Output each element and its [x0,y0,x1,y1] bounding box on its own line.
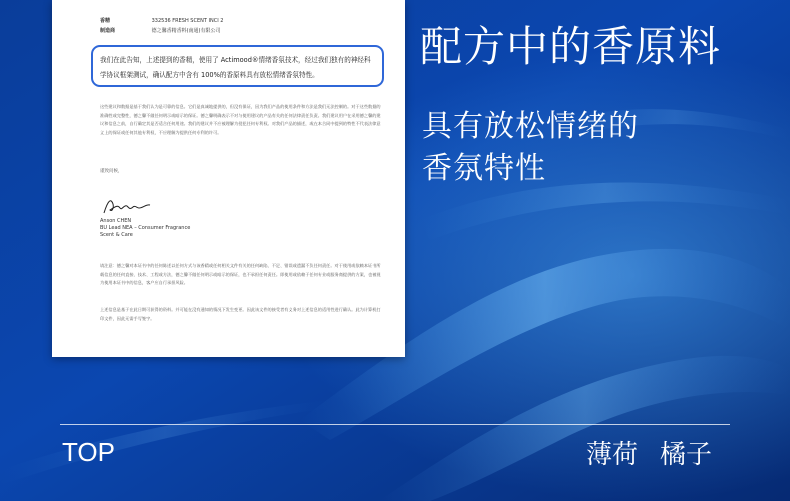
signer-block [100,218,190,239]
meta-label: 制造商 [100,28,116,34]
note-tier-label: TOP [62,437,115,467]
meta-value: 德之馨香精香料(南通)有限公司 [151,28,221,34]
meta-value: 332536 FRESH SCENT INCI 2 [151,18,224,24]
divider-line [60,424,730,425]
certificate-document [52,0,405,357]
top-notes [586,434,712,471]
info-paragraph: 上述信息是基于在此日期可获得的资料。并可能在没有通知的情况下发生变更。因此该文件的接受者有义务对上述信息的适用性进行确认。此为计算机打印文件，因此无需手写签字。 [100,307,381,321]
subtitle-line: 具有放松情绪的 [422,109,639,144]
highlighted-statement: 我们在此告知，上述提到的香精，使用了 Actimood®情绪香氛技术，经过我们独有的神经科学协议框架测试，确认配方中含有 100%的香原料具有放松情绪香氛特性。 [91,45,384,87]
subtitle [422,106,639,190]
signer-name: Anson CHEN [100,218,132,224]
signer-title: BU Lead NEA – Consumer Fragrance [100,225,191,231]
disclaimer-paragraph: 这些建议和数据是基于我们认为是可靠的信息。它们是真诚地提供的，但没有保证，因为我们产品的使用条件和方法是我们无法控制的。对于这些数据的准确性或完整性，德之馨不做任何明示或暗示的保证。德之馨明确表示不对与使用建议的产品有关的任何法律责任负责。我们建议用户在采用德之馨的建议和信息之前，自行确定其是否适合任何用途。我们的建议并不应被理解为侵犯任何专利权。对我们产品的描述，或在本合同中提到的特性不代表法律意义上的保证或任何其他专利权，不应理解为提供任何专利的许可。 [100,104,381,135]
note-item: 薄荷 [586,440,639,470]
closing-line: 谨致问候， [100,169,123,174]
meta-row [100,16,223,26]
document-meta [100,16,223,36]
notice-paragraph: 请注意：德之馨对本证书中的任何陈述以任何方式与该香精或任何相关文件有关的任何缺陷、不足、错误或遗漏不负任何责任。对于使用或依赖本证书所载信息的任何直接、技术、工程或方法，德之馨不做任何明示或暗示的保证，也不承担任何责任。即使用或依赖于任何专业或服务商提供的方案，也被视为使用本证书中的信息，客户应自行承担风险。 [100,263,381,285]
note-item: 橘子 [660,440,713,470]
handwritten-signature [102,196,154,216]
subtitle-line: 香氛特性 [422,151,546,186]
meta-row [100,26,223,36]
page-title: 配方中的香原料 [420,22,722,71]
meta-label: 香精 [100,18,111,24]
signer-department: Scent & Care [100,232,133,238]
